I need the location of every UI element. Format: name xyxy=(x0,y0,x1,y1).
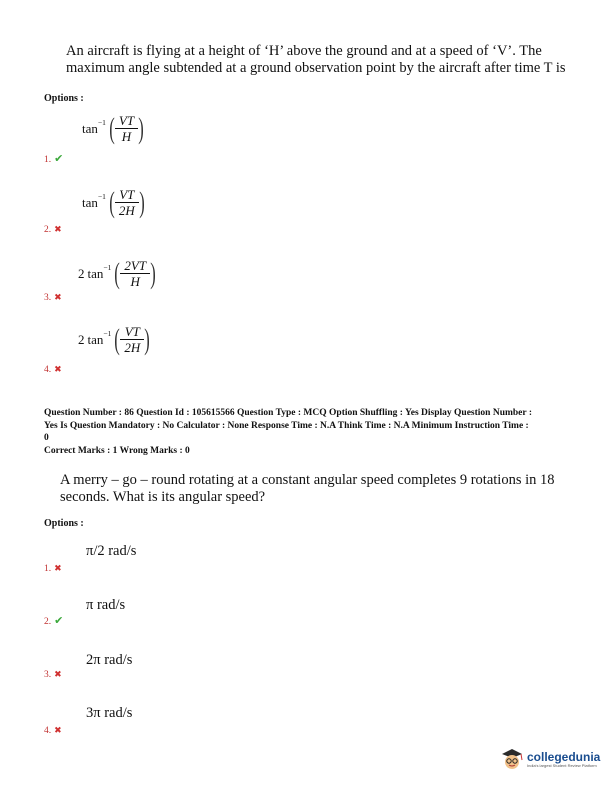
wrong-cross-icon: ✖ xyxy=(54,364,62,374)
left-paren: ( xyxy=(109,111,115,145)
meta-line: Yes Is Question Mandatory : No Calculator : None Response Time : N.A Think Time : N.A Minimum Instruction Time : xyxy=(44,420,529,431)
wrong-cross-icon: ✖ xyxy=(54,563,62,573)
numerator: VT xyxy=(124,324,140,339)
correct-check-icon: ✔ xyxy=(54,153,64,165)
exponent: −1 xyxy=(97,192,106,201)
fraction xyxy=(117,113,136,144)
option-number xyxy=(44,563,62,574)
question-text xyxy=(66,43,566,77)
question-line: maximum angle subtended at a ground observation point by the aircraft after time T is xyxy=(66,60,566,76)
question-line: seconds. What is its angular speed? xyxy=(60,489,266,505)
option-number xyxy=(44,614,63,627)
exponent: −1 xyxy=(97,118,106,127)
option-index: 4. xyxy=(44,365,52,375)
option-number xyxy=(44,669,62,680)
function-name: tan xyxy=(82,194,98,210)
option-number xyxy=(44,725,62,736)
option-formula xyxy=(78,324,152,355)
fraction xyxy=(117,187,137,218)
option-text: π rad/s xyxy=(86,597,126,613)
options-label: Options : xyxy=(44,93,84,104)
coefficient: 2 xyxy=(78,265,85,281)
option-index: 1. xyxy=(44,155,52,165)
option-text: π/2 rad/s xyxy=(86,543,137,559)
denominator: H xyxy=(130,274,140,289)
wrong-cross-icon: ✖ xyxy=(54,292,62,302)
fraction xyxy=(122,324,142,355)
function-name: tan xyxy=(87,331,104,347)
right-paren: ) xyxy=(150,256,156,290)
coefficient: 2 xyxy=(78,331,85,347)
wrong-cross-icon: ✖ xyxy=(54,224,62,234)
option-index: 2. xyxy=(44,617,52,627)
question-text xyxy=(60,472,580,506)
right-paren: ) xyxy=(138,111,144,145)
exponent: −1 xyxy=(103,329,112,338)
left-paren: ( xyxy=(114,322,121,356)
option-text: 3π rad/s xyxy=(86,705,133,721)
option-index: 1. xyxy=(44,564,52,574)
wrong-cross-icon: ✖ xyxy=(54,669,62,679)
marks-line: Correct Marks : 1 Wrong Marks : 0 xyxy=(44,445,190,456)
option-number xyxy=(44,152,63,165)
denominator: 2H xyxy=(124,340,141,355)
option-formula xyxy=(82,187,147,218)
right-paren: ) xyxy=(144,322,151,356)
option-number xyxy=(44,224,62,235)
exponent: −1 xyxy=(103,263,112,272)
correct-check-icon: ✔ xyxy=(54,615,64,627)
option-index: 3. xyxy=(44,293,52,303)
option-number xyxy=(44,292,62,303)
option-index: 2. xyxy=(44,225,52,235)
logo-tagline: India's largest Student Review Platform xyxy=(527,762,597,768)
mascot-icon xyxy=(500,746,524,772)
logo-name: collegedunia xyxy=(527,749,601,764)
numerator: 2VT xyxy=(124,258,147,273)
function-name: tan xyxy=(87,265,104,281)
left-paren: ( xyxy=(109,185,115,219)
numerator: VT xyxy=(119,187,135,202)
right-paren: ) xyxy=(139,185,145,219)
wrong-cross-icon: ✖ xyxy=(54,725,62,735)
fraction xyxy=(122,258,148,289)
option-formula xyxy=(82,113,146,144)
meta-line: 0 xyxy=(44,433,49,443)
options-label: Options : xyxy=(44,518,84,529)
left-paren: ( xyxy=(114,256,121,290)
meta-line: Question Number : 86 Question Id : 105615566 Question Type : MCQ Option Shuffling : Yes Display Question Number : xyxy=(44,408,532,418)
option-number xyxy=(44,364,62,375)
denominator: H xyxy=(121,129,132,144)
option-text: 2π rad/s xyxy=(86,652,133,668)
option-formula xyxy=(78,258,158,289)
numerator: VT xyxy=(118,113,135,128)
option-index: 4. xyxy=(44,726,52,736)
option-index: 3. xyxy=(44,670,52,680)
question-line: An aircraft is flying at a height of ‘H’ above the ground and at a speed of ‘V’. The xyxy=(66,43,542,59)
function-name: tan xyxy=(82,120,98,136)
question-line: A merry – go – round rotating at a constant angular speed completes 9 rotations in 18 xyxy=(60,472,555,488)
question-meta xyxy=(44,407,584,457)
denominator: 2H xyxy=(118,203,135,218)
collegedunia-logo xyxy=(500,746,600,772)
